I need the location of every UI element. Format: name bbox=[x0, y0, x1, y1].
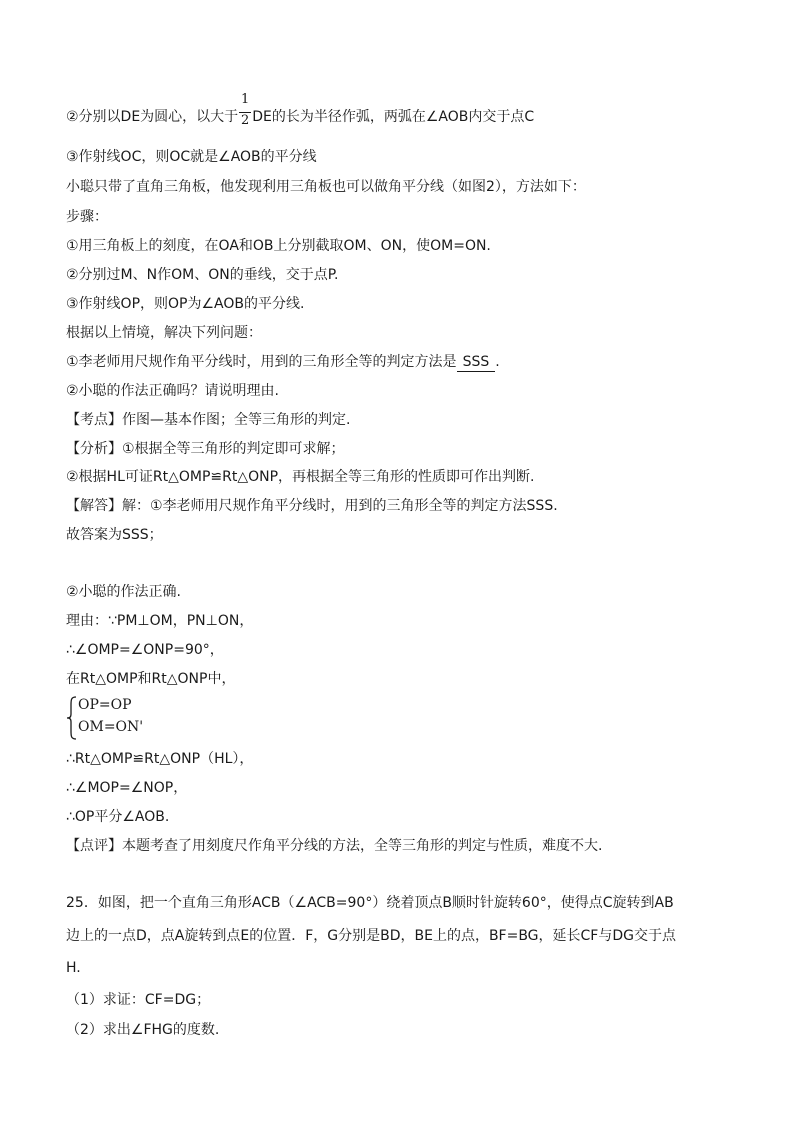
text-span: ②分别以DE为圆心，以大于 bbox=[66, 109, 239, 125]
text-line: ②小聪的作法正确. bbox=[66, 584, 182, 600]
text-line bbox=[66, 352, 500, 372]
text-line: ②分别过M、N作OM、ON的垂线，交于点P. bbox=[66, 267, 339, 283]
fraction-denominator: 2 bbox=[241, 113, 250, 128]
problem-line: （2）求出∠FHG的度数. bbox=[66, 1022, 220, 1038]
text-line: ∴∠OMP=∠ONP=90°， bbox=[66, 642, 224, 658]
problem-line: （1）求证：CF=DG； bbox=[66, 992, 211, 1008]
text-line: ②根据HL可证Rt△OMP≌Rt△ONP，再根据全等三角形的性质即可作出判断. bbox=[66, 469, 535, 485]
text-span: . bbox=[495, 354, 500, 370]
left-brace-icon bbox=[66, 696, 78, 740]
text-line: ③作射线OP，则OP为∠AOB的平分线. bbox=[66, 296, 305, 312]
text-line: ∴∠MOP=∠NOP， bbox=[66, 780, 188, 796]
equation-row: OP=OP bbox=[78, 697, 132, 713]
text-line: 【分析】①根据全等三角形的判定即可求解； bbox=[66, 441, 345, 457]
text-span: ①李老师用尺规作角平分线时，用到的三角形全等的判定方法是 bbox=[66, 354, 457, 370]
text-line: ②小聪的作法正确吗？请说明理由. bbox=[66, 383, 280, 399]
text-line: 理由：∵PM⊥OM，PN⊥ON， bbox=[66, 613, 254, 629]
text-line: 【解答】解：①李老师用尺规作角平分线时，用到的三角形全等的判定方法SSS. bbox=[66, 498, 558, 514]
text-line: ∴OP平分∠AOB. bbox=[66, 809, 170, 825]
text-line: 在Rt△OMP和Rt△ONP中， bbox=[66, 671, 236, 687]
answer-blank: SSS bbox=[457, 354, 496, 372]
text-line: 步骤： bbox=[66, 209, 108, 225]
text-line: ③作射线OC，则OC就是∠AOB的平分线 bbox=[66, 149, 317, 165]
problem-line: 边上的一点D，点A旋转到点E的位置．F，G分别是BD，BE上的点，BF=BG，延长CF与DG交于点 bbox=[66, 928, 676, 944]
fraction-numerator: 1 bbox=[241, 92, 250, 107]
text-line: 故答案为SSS； bbox=[66, 527, 163, 543]
text-span: DE的长为半径作弧，两弧在∠AOB内交于点C bbox=[252, 109, 535, 125]
equation-row: OM=ON' bbox=[78, 719, 144, 735]
text-line: 【点评】本题考查了用刻度尺作角平分线的方法，全等三角形的判定与性质，难度不大. bbox=[66, 838, 603, 854]
fraction bbox=[239, 92, 251, 128]
text-line bbox=[66, 92, 535, 128]
equation-system bbox=[66, 696, 186, 740]
text-line: ∴Rt△OMP≌Rt△ONP（HL）， bbox=[66, 751, 254, 767]
text-line: 根据以上情境，解决下列问题： bbox=[66, 325, 262, 341]
problem-line: 25．如图，把一个直角三角形ACB（∠ACB=90°）绕着顶点B顺时针旋转60°，使得点C旋转到AB bbox=[66, 895, 674, 911]
text-line: 小聪只带了直角三角板，他发现利用三角板也可以做角平分线（如图2），方法如下： bbox=[66, 179, 586, 195]
text-line: ①用三角板上的刻度，在OA和OB上分别截取OM、ON，使OM=ON. bbox=[66, 238, 491, 254]
problem-line: H. bbox=[66, 960, 81, 976]
text-line: 【考点】作图—基本作图；全等三角形的判定. bbox=[66, 412, 351, 428]
